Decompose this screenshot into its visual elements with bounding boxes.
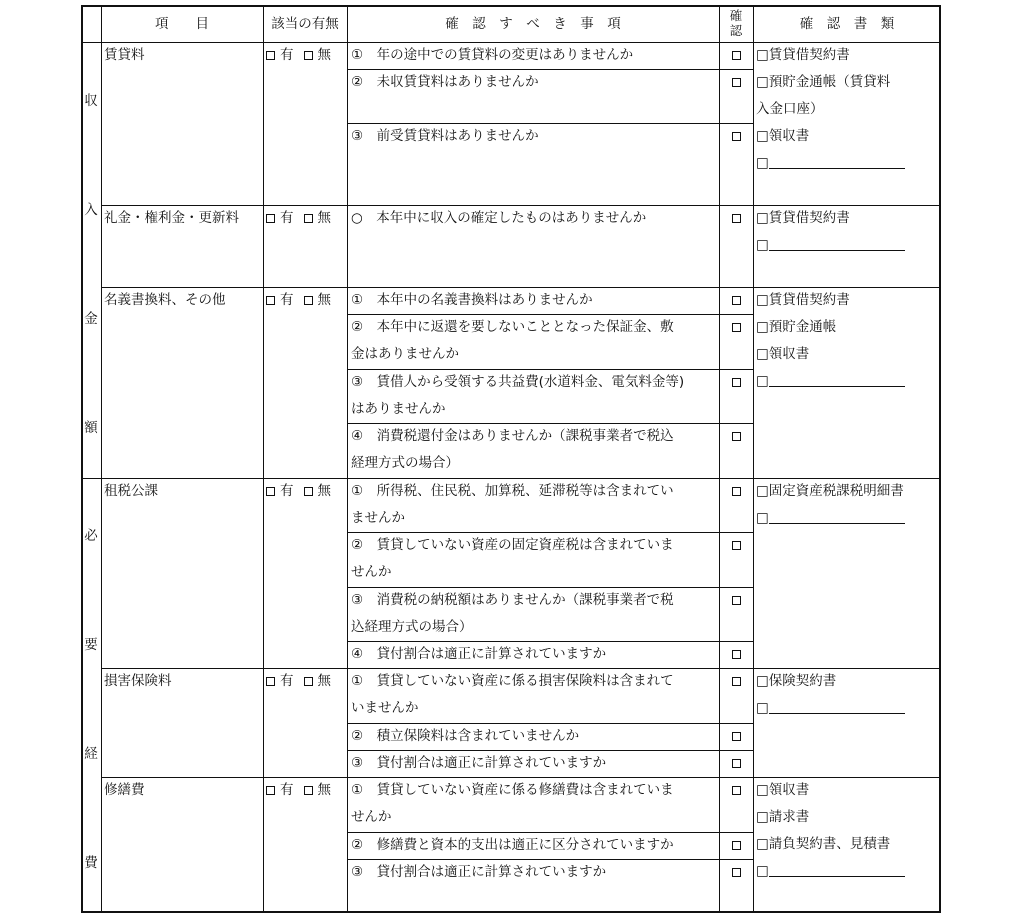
confirm-cell (719, 587, 753, 614)
group-label-char: 額 (84, 419, 98, 436)
check-item-text: いませんか (351, 700, 419, 716)
document-item (756, 123, 809, 150)
rule-h (347, 723, 753, 724)
document-item (756, 478, 904, 505)
check-item-text: ませんか (351, 510, 405, 526)
document-item (756, 341, 809, 368)
document-label: □賃貸借契約書 (756, 210, 850, 226)
row-item-label: 租税公課 (104, 483, 158, 499)
check-item-text: ① 賃貸していない資産に係る修繕費は含まれていま (351, 782, 674, 798)
yes-checkbox[interactable] (266, 296, 275, 305)
rule-h (347, 423, 753, 424)
rule-h (101, 287, 941, 288)
confirm-checkbox[interactable] (732, 487, 741, 496)
row-item-label: 礼金・権利金・更新料 (104, 210, 239, 226)
group-label-char: 収 (84, 92, 98, 109)
rule-h (101, 668, 941, 669)
document-label: □ (756, 863, 769, 879)
confirm-checkbox[interactable] (732, 378, 741, 387)
check-item-text: ① 所得税、住民税、加算税、延滞税等は含まれてい (351, 483, 674, 499)
check-item-text: ④ 貸付割合は適正に計算されていますか (351, 646, 607, 662)
document-item (756, 150, 905, 177)
row-item-label: 修繕費 (104, 782, 145, 798)
document-label: □預貯金通帳（賃貸料 (756, 74, 891, 90)
document-label: □ (756, 510, 769, 526)
rule-h (101, 478, 941, 479)
rule-h (347, 123, 753, 124)
row-item-label: 名義書換料、その他 (104, 292, 226, 308)
applicable-choice (266, 668, 346, 695)
no-label: 無 (317, 292, 331, 308)
document-item (756, 668, 836, 695)
document-blank-line[interactable] (769, 699, 905, 714)
no-label: 無 (317, 782, 331, 798)
rule-h (347, 641, 753, 642)
rule-h (347, 69, 753, 70)
document-label: □領収書 (756, 346, 810, 362)
header-check-matters: 確 認 す べ き 事 項 (445, 16, 621, 32)
rule-h (347, 369, 753, 370)
confirm-checkbox[interactable] (732, 296, 741, 305)
applicable-choice (266, 287, 346, 314)
document-label: □賃貸借契約書 (756, 47, 850, 63)
checklist-table (81, 5, 941, 913)
rule-v (81, 5, 83, 913)
yes-checkbox[interactable] (266, 51, 275, 60)
applicable-choice (266, 205, 346, 232)
confirm-checkbox[interactable] (732, 868, 741, 877)
confirm-checkbox[interactable] (732, 132, 741, 141)
no-label: 無 (317, 210, 331, 226)
document-label: □ (756, 155, 769, 171)
confirm-cell (719, 777, 753, 804)
header-confirmed-text: 確認 (729, 8, 743, 38)
confirm-checkbox[interactable] (732, 51, 741, 60)
rule-h (347, 750, 753, 751)
confirm-cell (719, 287, 753, 314)
document-label: □保険契約書 (756, 673, 837, 689)
applicable-choice (266, 42, 346, 69)
yes-label: 有 (280, 47, 294, 63)
yes-checkbox[interactable] (266, 677, 275, 686)
group-label-char: 要 (84, 637, 98, 654)
confirm-cell (719, 478, 753, 505)
yes-label: 有 (280, 292, 294, 308)
confirm-checkbox[interactable] (732, 732, 741, 741)
rule-h (347, 859, 753, 860)
confirm-cell (719, 314, 753, 341)
check-item-text: ③ 消費税の納税額はありませんか（課税事業者で税 (351, 592, 674, 608)
row-item-label: 損害保険料 (104, 673, 172, 689)
confirm-cell (719, 723, 753, 750)
rule-h (81, 911, 941, 913)
document-item (756, 804, 809, 831)
group-label-char: 必 (84, 528, 98, 545)
no-checkbox[interactable] (304, 214, 313, 223)
document-item (756, 777, 809, 804)
document-item (756, 287, 850, 314)
check-item-text: ② 積立保険料は含まれていませんか (351, 728, 580, 744)
check-item-text: ② 本年中に返還を要しないこととなった保証金、敷 (351, 319, 674, 335)
document-label: □領収書 (756, 128, 810, 144)
confirm-checkbox[interactable] (732, 541, 741, 550)
header-item: 項 目 (155, 16, 209, 32)
check-item-text: ③ 賃借人から受領する共益費(水道料金、電気料金等) (351, 374, 685, 390)
document-blank-line[interactable] (769, 862, 905, 877)
document-label: □預貯金通帳 (756, 319, 837, 335)
document-blank-line[interactable] (769, 372, 905, 387)
applicable-choice (266, 478, 346, 505)
document-item (756, 505, 905, 532)
rule-h (81, 478, 101, 479)
yes-checkbox[interactable] (266, 214, 275, 223)
rule-h (101, 777, 941, 778)
check-item-text: はありませんか (351, 401, 446, 417)
check-item-text: ③ 前受賃貸料はありませんか (351, 128, 539, 144)
confirm-cell (719, 69, 753, 96)
check-item-text: ① 本年中の名義書換料はありませんか (351, 292, 593, 308)
yes-label: 有 (280, 483, 294, 499)
check-item-text: ④ 消費税還付金はありませんか（課税事業者で税込 (351, 428, 674, 444)
rule-h (347, 832, 753, 833)
check-item-text: 経理方式の場合） (351, 455, 459, 471)
confirm-cell (719, 668, 753, 695)
group-label-char: 金 (84, 310, 98, 327)
no-checkbox[interactable] (304, 296, 313, 305)
confirm-checkbox[interactable] (732, 323, 741, 332)
rule-h (81, 5, 941, 7)
check-item-text: せんか (351, 564, 392, 580)
yes-label: 有 (280, 210, 294, 226)
document-item (756, 314, 836, 341)
confirm-cell (719, 423, 753, 450)
confirm-checkbox[interactable] (732, 78, 741, 87)
confirm-cell (719, 369, 753, 396)
check-item-text: 込経理方式の場合） (351, 619, 473, 635)
document-label: □ (756, 373, 769, 389)
confirm-checkbox[interactable] (732, 432, 741, 441)
check-item-text: ③ 貸付割合は適正に計算されていますか (351, 864, 607, 880)
confirm-cell (719, 123, 753, 150)
document-blank-line[interactable] (769, 154, 905, 169)
yes-checkbox[interactable] (266, 786, 275, 795)
confirm-checkbox[interactable] (732, 650, 741, 659)
group-label-char: 経 (84, 745, 98, 762)
confirm-cell (719, 641, 753, 668)
check-item-text: ○ 本年中に収入の確定したものはありませんか (351, 210, 647, 226)
confirm-cell (719, 532, 753, 559)
document-blank-line[interactable] (769, 509, 905, 524)
check-item-text: ② 未収賃貸料はありませんか (351, 74, 539, 90)
rule-h (347, 314, 753, 315)
group-label-char: 費 (84, 854, 98, 871)
document-item (756, 232, 905, 259)
confirm-checkbox[interactable] (732, 214, 741, 223)
yes-label: 有 (280, 782, 294, 798)
rule-h (347, 532, 753, 533)
no-checkbox[interactable] (304, 677, 313, 686)
document-label: □請負契約書、見積書 (756, 836, 891, 852)
document-item (756, 205, 850, 232)
check-item-text: ① 年の途中での賃貸料の変更はありませんか (351, 47, 634, 63)
confirm-checkbox[interactable] (732, 759, 741, 768)
document-label: □ (756, 700, 769, 716)
confirm-cell (719, 205, 753, 232)
check-item-text: ① 賃貸していない資産に係る損害保険料は含まれて (351, 673, 674, 689)
document-label: □固定資産税課税明細書 (756, 483, 904, 499)
check-item-text: ③ 貸付割合は適正に計算されていますか (351, 755, 607, 771)
confirm-cell (719, 832, 753, 859)
document-label: □ (756, 237, 769, 253)
confirm-cell (719, 750, 753, 777)
header-confirmed (719, 8, 753, 38)
check-item-text: ② 修繕費と資本的支出は適正に区分されていますか (351, 837, 674, 853)
row-item-label: 賃貸料 (104, 47, 145, 63)
header-applicable: 該当の有無 (271, 16, 339, 32)
document-item (756, 695, 905, 722)
confirm-checkbox[interactable] (732, 677, 741, 686)
document-item (756, 368, 905, 395)
confirm-checkbox[interactable] (732, 841, 741, 850)
yes-checkbox[interactable] (266, 487, 275, 496)
confirm-checkbox[interactable] (732, 596, 741, 605)
no-label: 無 (317, 673, 331, 689)
group-label-char: 入 (84, 201, 98, 218)
confirm-cell (719, 859, 753, 886)
rule-h (81, 42, 941, 43)
no-checkbox[interactable] (304, 487, 313, 496)
document-label: 入金口座） (756, 101, 824, 117)
document-label: □請求書 (756, 809, 810, 825)
no-label: 無 (317, 483, 331, 499)
check-item-text: 金はありませんか (351, 346, 459, 362)
rule-h (101, 205, 941, 206)
document-blank-line[interactable] (769, 236, 905, 251)
header-documents: 確 認 書 類 (799, 16, 895, 32)
document-label: □領収書 (756, 782, 810, 798)
document-item (756, 42, 850, 69)
confirm-checkbox[interactable] (732, 786, 741, 795)
document-item (756, 96, 824, 123)
document-label: □賃貸借契約書 (756, 292, 850, 308)
document-item (756, 69, 890, 96)
applicable-choice (266, 777, 346, 804)
yes-label: 有 (280, 673, 294, 689)
document-item (756, 858, 905, 885)
check-item-text: せんか (351, 809, 392, 825)
document-item (756, 831, 890, 858)
check-item-text: ② 賃貸していない資産の固定資産税は含まれていま (351, 537, 674, 553)
no-checkbox[interactable] (304, 786, 313, 795)
confirm-cell (719, 42, 753, 69)
no-label: 無 (317, 47, 331, 63)
rule-h (347, 587, 753, 588)
no-checkbox[interactable] (304, 51, 313, 60)
